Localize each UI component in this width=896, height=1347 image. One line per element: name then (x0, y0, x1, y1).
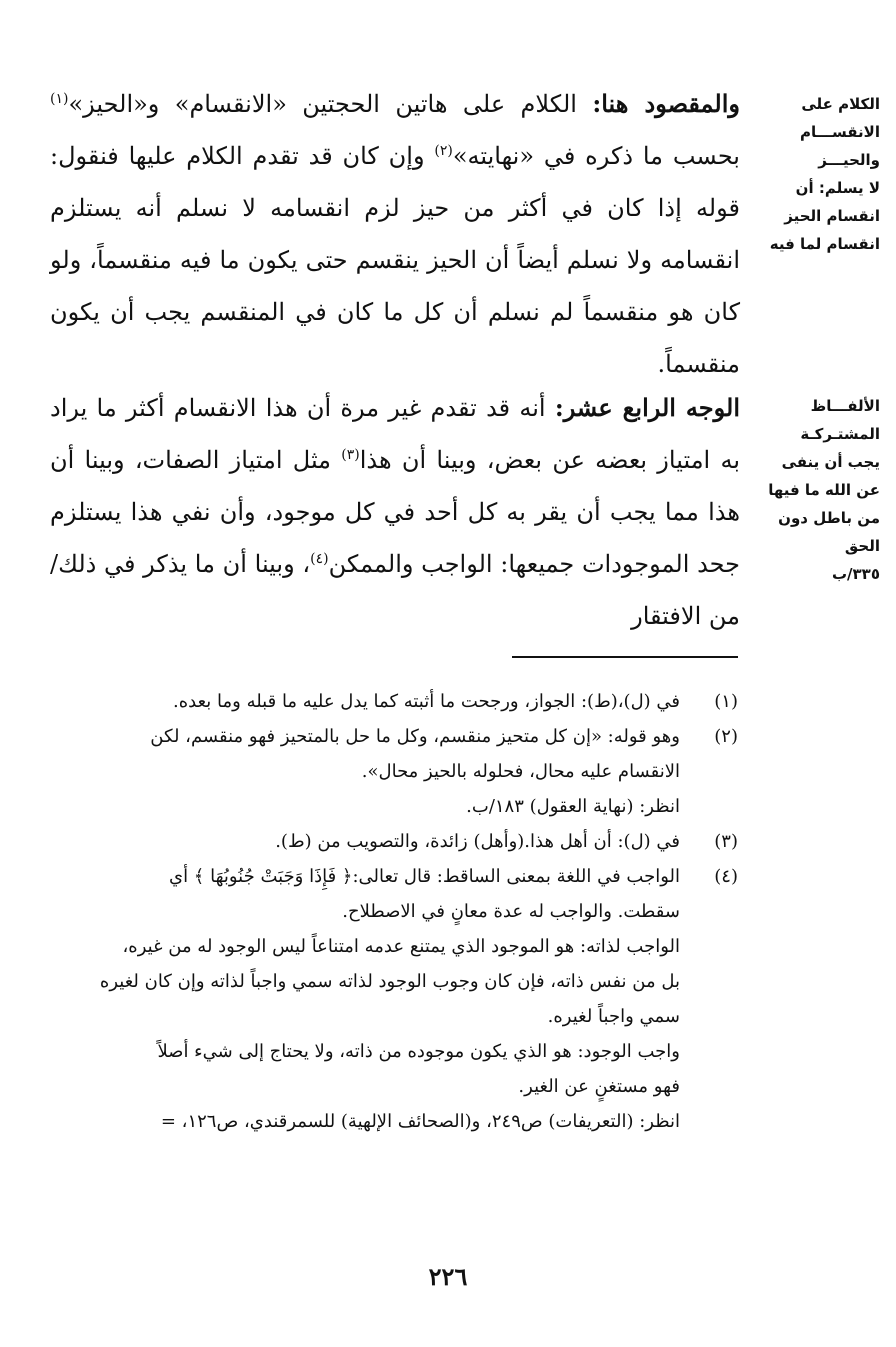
footnote-2 (54, 719, 738, 824)
footnote-ref: (١) (50, 91, 69, 107)
footnote-line: في (ل): أن أهل هذا.(وأهل) زائدة، والتصويب من (ط). (275, 831, 680, 852)
footnote-line: في (ل)،(ط): الجواز، ورجحت ما أثبته كما يدل عليه ما قبله وما بعده. (173, 691, 680, 712)
paragraph-text: بحسب ما ذكره في «نهايته» (452, 142, 740, 170)
paragraph-text: وإن كان قد تقدم الكلام عليها فنقول: قوله إذا كان في أكثر من حيز لزم انقسامه لا نسلم أنه يستلزم انقسامه ولا نسلم أيضاً أن الحيز ينقسم حتى يكون ما فيه منقسماً، ولو كان هو منقسماً لم نسلم أن كل ما كان في المنقسم يجب أن يكون منقسماً. (50, 142, 741, 378)
footnote-line: واجب الوجود: هو الذي يكون موجوده من ذاته، ولا يحتاج إلى شيء أصلاً (157, 1041, 680, 1062)
margin-note-line: انقسام الحيز (784, 207, 880, 225)
margin-note-line: من باطل دون (778, 509, 880, 527)
paragraph-text: مثل امتياز الصفات، وبينا أن هذا مما يجب أن يقر به كل أحد في كل موجود، وأن نفي هذا يستلزم جحد الموجودات جميعها: الواجب والممكن (50, 446, 741, 578)
footnote-4 (54, 859, 738, 929)
margin-note-line: الحق (844, 537, 880, 555)
footnote-line: سمي واجباً لغيره. (547, 1006, 680, 1027)
margin-note-line: انقسام لما فيه (769, 235, 880, 253)
main-paragraph-1 (50, 78, 740, 390)
margin-note-line: يجب أن ينفى (781, 453, 880, 471)
paragraph-text: ، وبينا أن ما يذكر في ذلك/ من الافتقار (50, 550, 740, 630)
footnote-continuation (54, 929, 738, 1139)
footnote-line: انظر: (التعريفات) ص٢٤٩، و(الصحائف الإلهية) للسمرقندي، ص١٢٦، = (160, 1111, 680, 1132)
paragraph-lead: الوجه الرابع عشر: (554, 393, 741, 422)
paragraph-text: أنه قد تقدم غير مرة أن هذا الانقسام أكثر ما يراد به امتياز بعضه عن بعض، وبينا أن هذا (50, 394, 740, 474)
footnote-ref: (٤) (310, 551, 329, 567)
margin-note-line: عن الله ما فيها (768, 481, 880, 499)
margin-note-line: الانقســـام (799, 123, 880, 141)
footnote-line: الواجب لذاته: هو الموجود الذي يمتنع عدمه امتناعاً ليس الوجود له من غيره، (122, 936, 680, 957)
margin-note-2 (768, 392, 880, 588)
margin-note-line: الكلام على (801, 95, 880, 113)
footnote-3 (54, 824, 738, 859)
footnote-line: فهو مستغنٍ عن الغير. (518, 1076, 680, 1097)
footnotes (54, 684, 738, 1139)
margin-note-line: المشتـركـة (800, 425, 880, 443)
margin-note-line: والحيـــز (818, 151, 880, 169)
footnote-separator (512, 656, 738, 658)
page-number: ٢٢٦ (428, 1262, 468, 1291)
footnote-line: الواجب في اللغة بمعنى الساقط: قال تعالى:﴿ فَإِذَا وَجَبَتْ جُنُوبُهَا ﴾ أي (169, 866, 680, 887)
footnote-number: (٤) (714, 866, 738, 887)
footnote-line: الانقسام عليه محال، فحلوله بالحيز محال». (361, 761, 680, 782)
footnote-number: (٢) (714, 726, 738, 747)
paragraph-lead: والمقصود هنا: (592, 89, 741, 118)
margin-note-line: لا يسلم: أن (795, 179, 880, 197)
footnote-line: انظر: (نهاية العقول) ١٨٣/ب. (466, 796, 680, 817)
footnote-number: (٣) (714, 831, 738, 852)
paragraph-text: الكلام على هاتين الحجتين «الانقسام» و«الحيز» (68, 90, 593, 118)
margin-note-1 (769, 90, 880, 258)
footnote-ref: (٢) (434, 143, 453, 159)
footnote-number: (١) (714, 691, 738, 712)
footnote-line: وهو قوله: «إن كل متحيز منقسم، وكل ما حل بالمتحيز فهو منقسم، لكن (150, 726, 680, 747)
footnote-line: سقطت. والواجب له عدة معانٍ في الاصطلاح. (342, 901, 680, 922)
margin-note-line: ٣٣٥/ب (831, 565, 880, 583)
main-paragraph-2 (50, 382, 740, 642)
footnote-ref: (٣) (341, 447, 360, 463)
footnote-1 (54, 684, 738, 719)
footnote-line: بل من نفس ذاته، فإن كان وجوب الوجود لذاته سمي واجباً لذاته وإن كان لغيره (99, 971, 680, 992)
margin-note-line: الألفـــاظ (810, 397, 880, 415)
